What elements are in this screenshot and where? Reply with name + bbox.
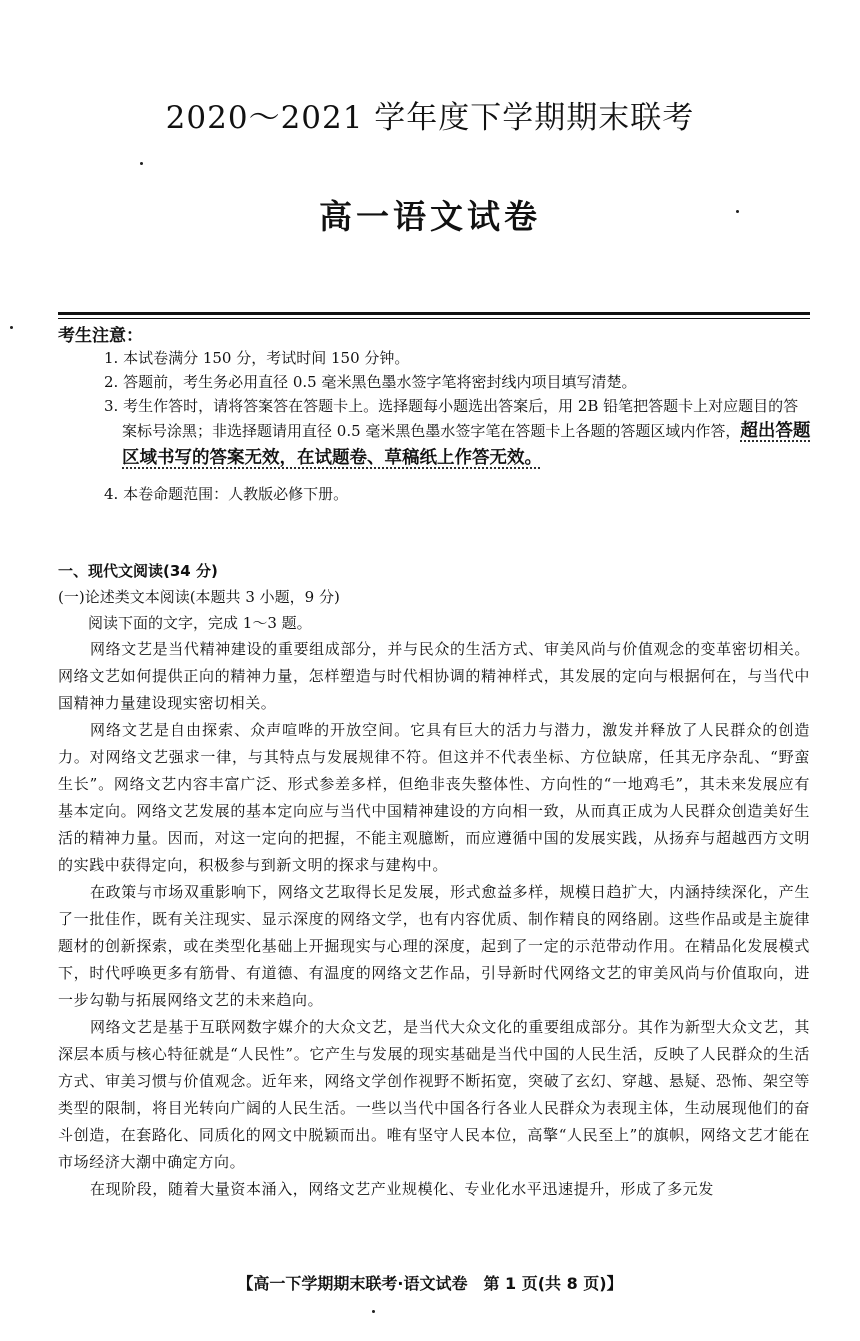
section-subheading: (一)论述类文本阅读(本题共 3 小题，9 分)	[58, 588, 340, 606]
section-instruction: 阅读下面的文字，完成 1～3 题。	[88, 614, 312, 632]
notice-item-3	[104, 394, 812, 472]
page-footer: 【高一下学期期末联考·语文试卷 第 1 页(共 8 页)】	[237, 1274, 623, 1293]
section-header	[58, 558, 810, 636]
scan-speck	[736, 210, 739, 213]
notice-item-4: 4. 本卷命题范围：人教版必修下册。	[104, 485, 349, 503]
passage-paragraph: 在政策与市场双重影响下，网络文艺取得长足发展，形式愈益多样，规模日趋扩大，内涵持续深化，产生了一批佳作，既有关注现实、显示深度的网络文学，也有内容优质、制作精良的网络剧。这些作品或是主旋律题材的创新探索，或在类型化基础上开掘现实与心理的深度，起到了一定的示范带动作用。在精品化发展模式下，时代呼唤更多有筋骨、有道德、有温度的网络文艺作品，引导新时代网络文艺的审美风尚与价值取向，进一步勾勒与拓展网络文艺的未来趋向。	[58, 883, 810, 1009]
notice-heading: 考生注意：	[58, 326, 143, 346]
passage-paragraph: 网络文艺是自由探索、众声喧哗的开放空间。它具有巨大的活力与潜力，激发并释放了人民群众的创造力。对网络文艺强求一律，与其特点与发展规律不符。但这并不代表坐标、方位缺席，任其无序杂乱、“野蛮生长”。网络文艺内容丰富广泛、形式参差多样，但绝非丧失整体性、方向性的“一地鸡毛”，其未来发展应有基本定向。网络文艺发展的基本定向应与当代中国精神建设的方向相一致，从而真正成为人民群众创造美好生活的精神力量。因而，对这一定向的把握，不能主观臆断，而应遵循中国的发展实践，从扬弃与超越西方文明的实践中获得定向，积极参与到新文明的探求与建构中。	[58, 721, 810, 874]
passage-paragraph: 在现阶段，随着大量资本涌入，网络文艺产业规模化、专业化水平迅速提升，形成了多元发	[90, 1180, 715, 1198]
scan-speck	[10, 326, 13, 329]
reading-passage	[58, 636, 810, 1203]
notice-item-3-emphasis: 超出答题区域书写的答案无效，在试题卷、草稿纸上作答无效。	[122, 421, 811, 468]
notice-item-1: 1. 本试卷满分 150 分，考试时间 150 分钟。	[104, 349, 410, 367]
passage-paragraph: 网络文艺是基于互联网数字媒介的大众文艺，是当代大众文化的重要组成部分。其作为新型大众文艺，其深层本质与核心特征就是“人民性”。它产生与发展的现实基础是当代中国的人民生活，反映了人民群众的生活方式、审美习惯与价值观念。近年来，网络文学创作视野不断拓宽，突破了玄幻、穿越、悬疑、恐怖、架空等类型的限制，将目光转向广阔的人民生活。一些以当代中国各行各业人民群众为表现主体，生动展现他们的奋斗创造，在套路化、同质化的网文中脱颖而出。唯有坚守人民本位，高擎“人民至上”的旗帜，网络文艺才能在市场经济大潮中确定方向。	[58, 1018, 810, 1171]
notice-item-3-text: 3. 考生作答时，请将答案答在答题卡上。选择题每小题选出答案后，用 2B 铅笔把答题卡上对应题目的答案标号涂黑；非选择题请用直径 0.5 毫米黑色墨水签字笔在答题卡上各题的答题区域内作答，	[104, 397, 799, 440]
notice-list	[104, 346, 812, 506]
exam-subtitle: 高一语文试卷	[319, 197, 541, 236]
scan-speck	[140, 162, 143, 165]
divider-thick	[58, 312, 810, 315]
section-heading: 一、现代文阅读(34 分)	[58, 562, 218, 580]
scan-speck	[372, 1310, 375, 1313]
notice-item-2: 2. 答题前，考生务必用直径 0.5 毫米黑色墨水签字笔将密封线内项目填写清楚。	[104, 373, 637, 391]
exam-title: 2020～2021 学年度下学期期末联考	[165, 100, 695, 136]
divider-thin	[58, 318, 810, 319]
passage-paragraph: 网络文艺是当代精神建设的重要组成部分，并与民众的生活方式、审美风尚与价值观念的变革密切相关。网络文艺如何提供正向的精神力量，怎样塑造与时代相协调的精神样式，其发展的定向与根据何在，与当代中国精神力量建设现实密切相关。	[58, 640, 810, 712]
